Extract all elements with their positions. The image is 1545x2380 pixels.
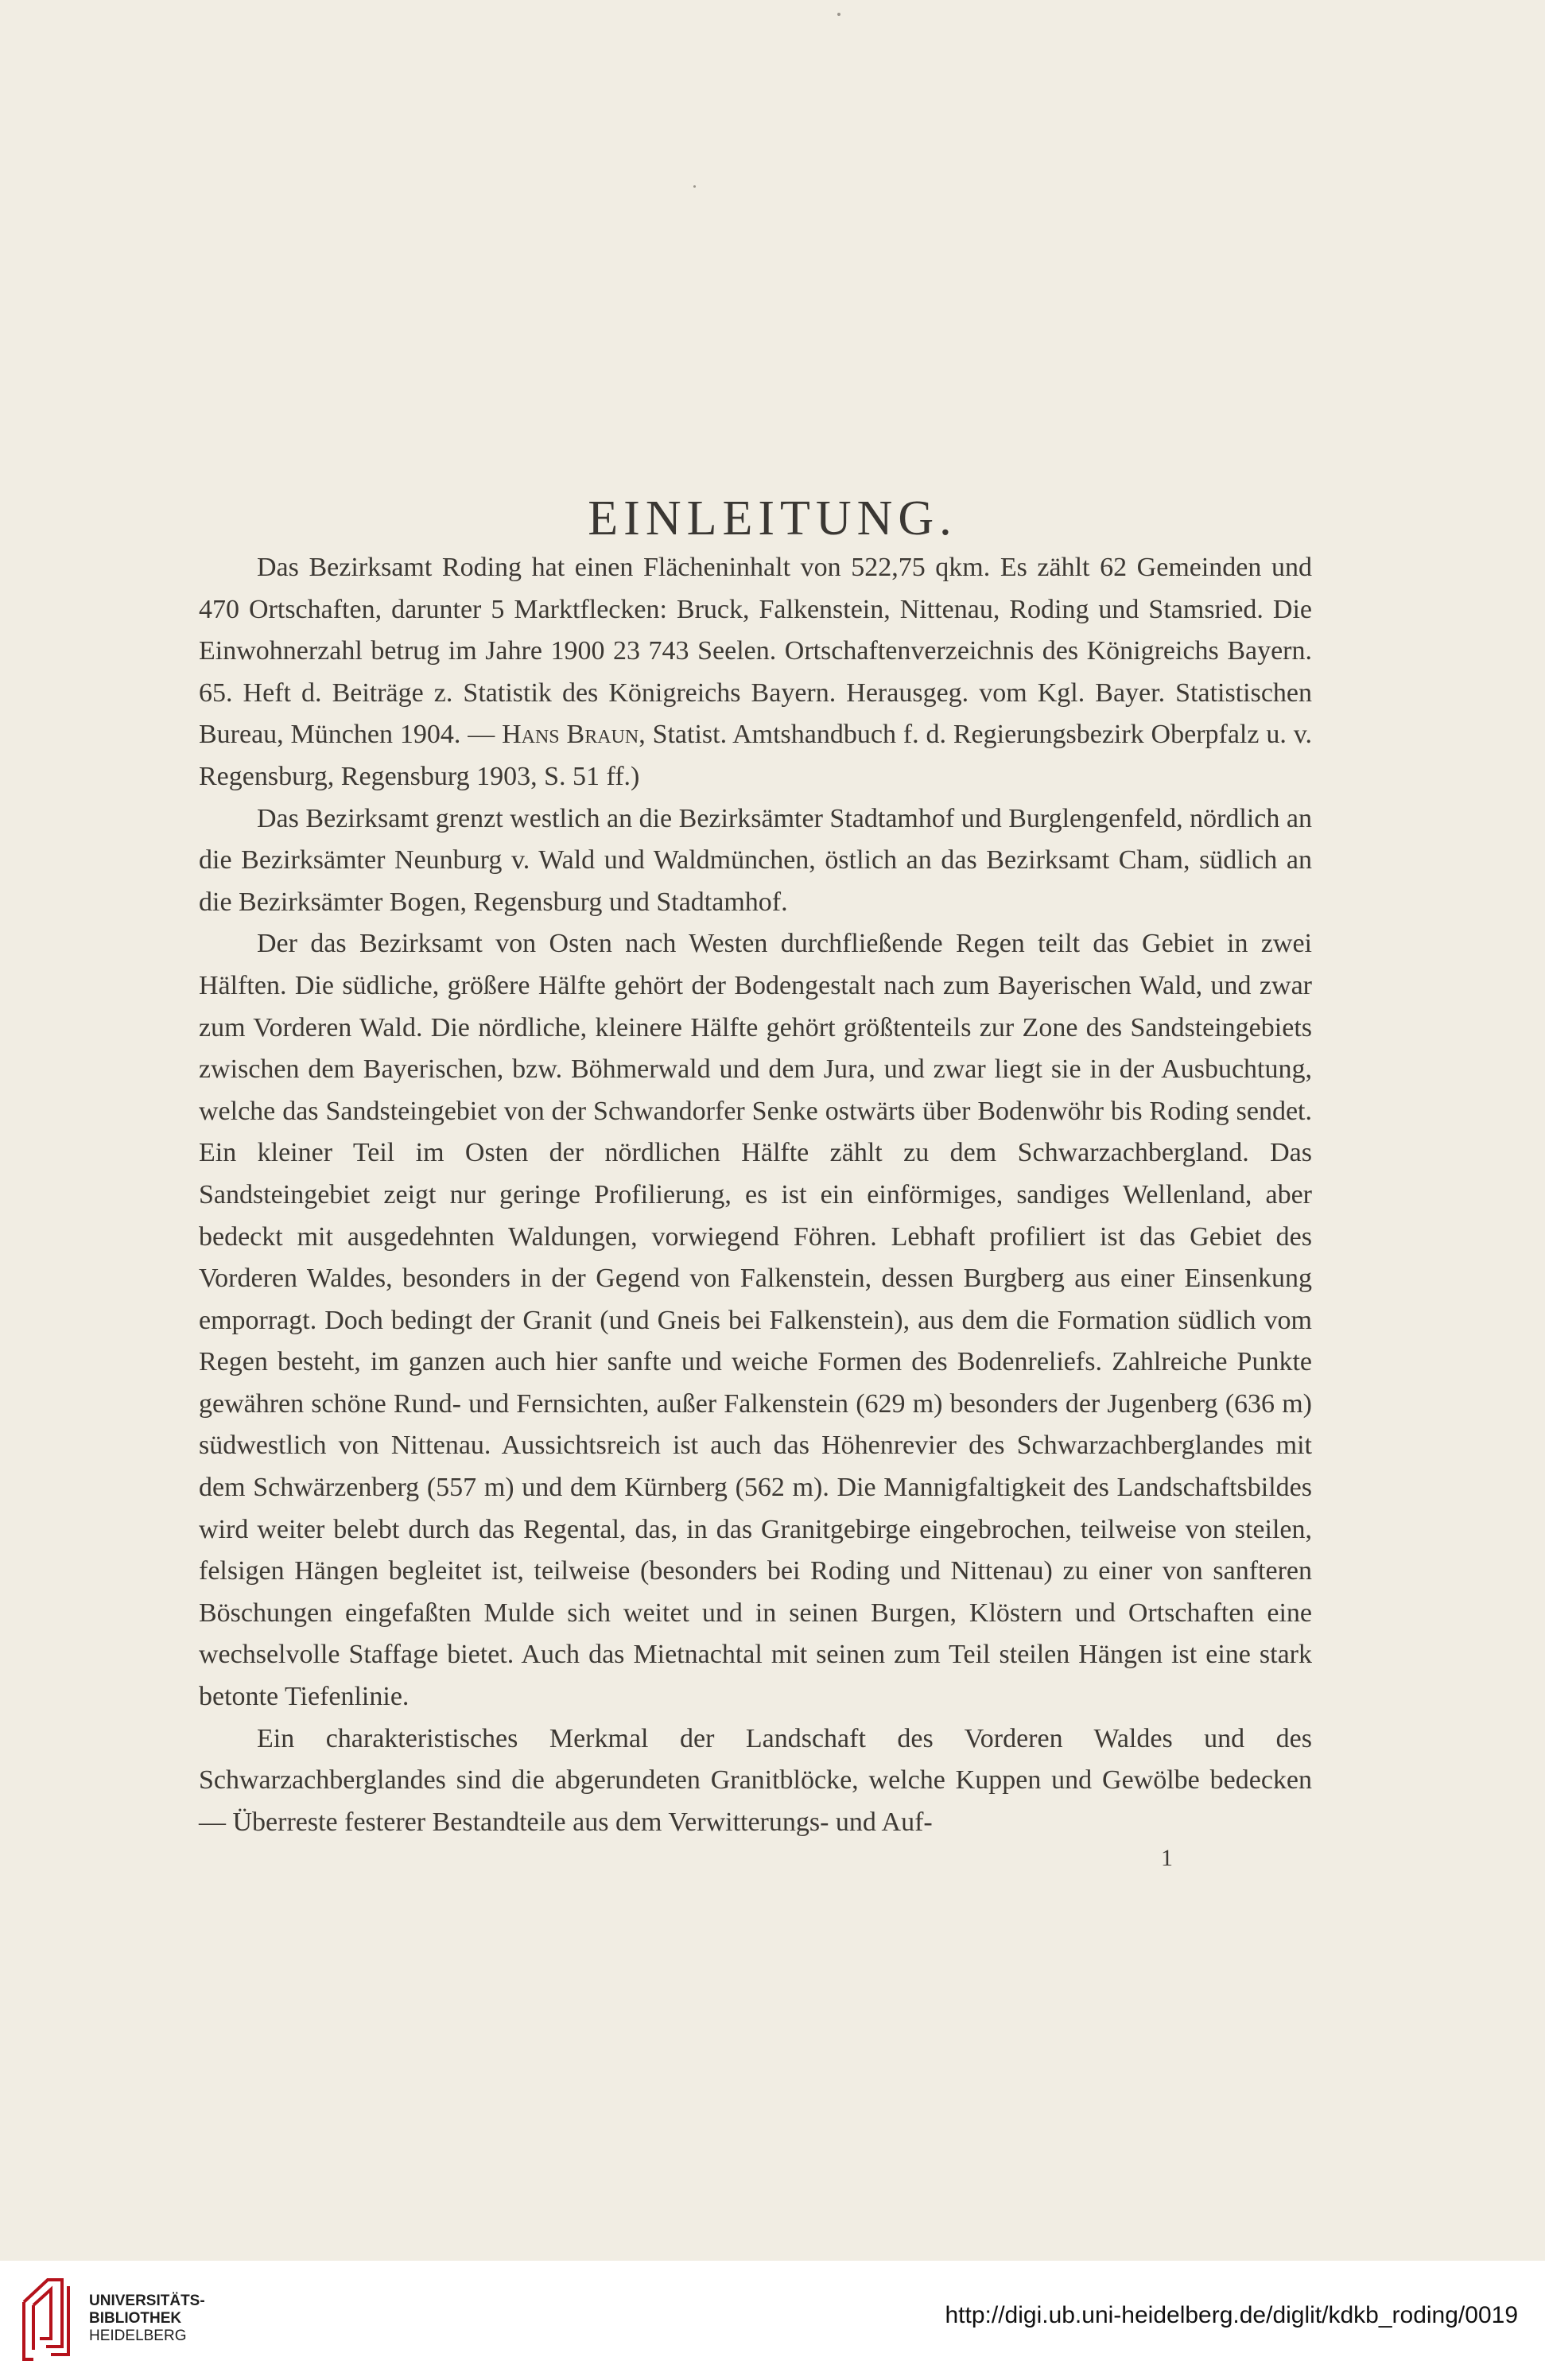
logo-line-2: BIBLIOTHEK [89, 2310, 182, 2327]
footer-bar [0, 2261, 1545, 2380]
paragraph-2: Das Bezirksamt grenzt westlich an die Bezirksämter Stadtamhof und Burglengenfeld, nördlich an die Bezirksämter Neunburg v. Wald und Waldmünchen, östlich an das Bezirksamt Cham, südlich an die Bezirksämter Bogen, Regensburg und Stadtamhof. [199, 803, 1312, 917]
page-title: EINLEITUNG. [588, 491, 957, 545]
paragraph-1 [199, 547, 1312, 798]
paragraph-1-text-a: Das Bezirksamt Roding hat einen Flächeninhalt von 522,75 qkm. Es zählt 62 Gemeinden und 470 Ortschaften, darunter 5 Marktflecken: Bruck, Falkenstein, Nittenau, Roding und Stamsried. Die Einwohnerzahl betrug im Jahre 1900 23 743 Seelen. Ortschaftenverzeichnis des Königreichs Bayern. 65. Heft d. Beiträge z. Statistik des Königreichs Bayern. Herausgeg. vom Kgl. Bayer. Statistischen Bureau, München 1904. — [199, 553, 1312, 750]
author-name: Hans Braun [502, 720, 639, 750]
paragraph-3: Der das Bezirksamt von Osten nach Westen durchfließende Regen teilt das Gebiet in zwei Hälften. Die südliche, größere Hälfte gehört der Bodengestalt nach zum Bayerischen Wald, und zwar zum Vorderen Wald. Die nördliche, kleinere Hälfte gehört größtenteils zur Zone des Sandsteingebiets zwischen dem Bayerischen, bzw. Böhmerwald und dem Jura, und zwar liegt sie in der Ausbuchtung, welche das Sandsteingebiet von der Schwandorfer Senke ostwärts über Bodenwöhr bis Roding sendet. Ein kleiner Teil im Osten der nördlichen Hälfte zählt zu dem Schwarzachbergland. Das Sandsteingebiet zeigt nur geringe Profilierung, es ist ein einförmiges, sandiges Wellenland, aber bedeckt mit ausgedehnten Waldungen, vorwiegend Föhren. Lebhaft profiliert ist das Gebiet des Vorderen Waldes, besonders in der Gegend von Falkenstein, dessen Burgberg aus einer Einsenkung emporragt. Doch bedingt der Granit (und Gneis bei Falkenstein), aus dem die Formation südlich vom Regen besteht, im ganzen auch hier sanfte und weiche Formen des Bodenreliefs. Zahlreiche Punkte gewähren schöne Rund- und Fernsichten, außer Falkenstein (629 m) besonders der Jugenberg (636 m) südwestlich von Nittenau. Aussichtsreich ist auch das Höhenrevier des Schwarzachberglandes mit dem Schwärzenberg (557 m) und dem Kürnberg (562 m). Die Mannigfaltigkeit des Landschaftsbildes wird weiter belebt durch das Regental, das, in das Granitgebirge eingebrochen, teilweise von steilen, felsigen Hängen begleitet ist, teilweise (besonders bei Roding und Nittenau) zu einer von sanfteren Böschungen eingefaßten Mulde sich weitet und in seinen Burgen, Klöstern und Ortschaften eine wechselvolle Staffage bietet. Auch das Mietnachtal mit seinen zum Teil steilen Hängen ist eine stark betonte Tiefenlinie. [199, 929, 1312, 1712]
speck [693, 185, 696, 188]
paragraph-4: Ein charakteristisches Merkmal der Landschaft des Vorderen Waldes und des Schwarzachberglandes sind die abgerundeten Granitblöcke, welche Kuppen und Gewölbe bedecken — Überreste festerer Bestandteile aus dem Verwitterungs- und Auf- [199, 1723, 1312, 1837]
page-number: 1 [1161, 1845, 1173, 1871]
source-url[interactable]: http://digi.ub.uni-heidelberg.de/diglit/kdkb_roding/0019 [945, 2302, 1518, 2328]
paragraph-1-text-b: , Statist. Amtshandbuch f. d. Regierungsbezirk Oberpfalz u. v. Regensburg, Regensburg 1903, S. 51 ff.) [199, 720, 1312, 791]
body-text [199, 547, 1312, 1843]
library-logo-text [89, 2293, 205, 2345]
speck [837, 13, 840, 16]
logo-line-1: UNIVERSITÄTS- [89, 2293, 205, 2309]
ub-heidelberg-logo-icon [16, 2270, 83, 2366]
logo-line-3: HEIDELBERG [89, 2328, 187, 2344]
